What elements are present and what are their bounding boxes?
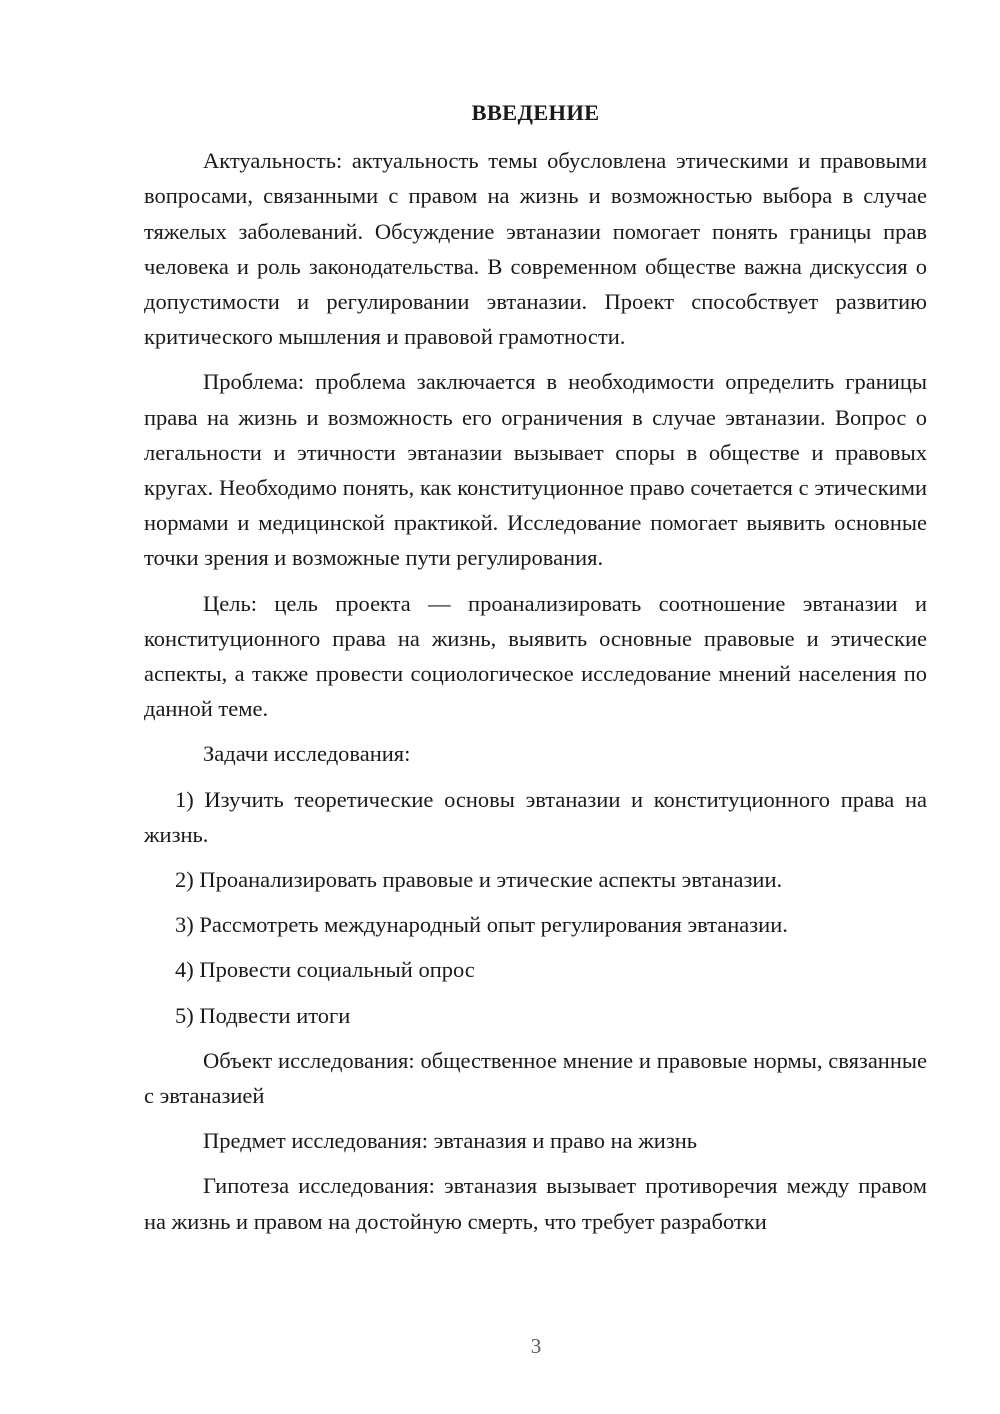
paragraph-hypothesis: Гипотеза исследования: эвтаназия вызывает противоречия между правом на жизнь и правом на достойную смерть, что требует разработки <box>144 1173 927 1234</box>
list-item: 4) Провести социальный опрос <box>175 957 475 983</box>
document-page <box>144 95 927 1238</box>
list-item: 2) Проанализировать правовые и этические аспекты эвтаназии. <box>175 867 783 893</box>
list-item: 3) Рассмотреть международный опыт регулирования эвтаназии. <box>175 912 788 938</box>
paragraph-relevance: Актуальность: актуальность темы обусловлена этическими и правовыми вопросами, связанными с правом на жизнь и возможностью выбора в случае тяжелых заболеваний. Обсуждение эвтаназии помогает понять границы прав человека и роль законодательства. В современном обществе важна дискуссия о допустимости и регулировании эвтаназии. Проект способствует развитию критического мышления и правовой грамотности. <box>144 148 927 350</box>
tasks-heading: Задачи исследования: <box>203 741 411 767</box>
tasks-list <box>144 782 927 1033</box>
paragraph-object: Объект исследования: общественное мнение и правовые нормы, связанные с эвтаназией <box>144 1047 927 1109</box>
document-title: ВВЕДЕНИЕ <box>471 100 600 125</box>
list-item: 1) Изучить теоретические основы эвтаназии и конституционного права на жизнь. <box>144 786 927 847</box>
page-number: 3 <box>530 1334 542 1358</box>
paragraph-problem: Проблема: проблема заключается в необходимости определить границы права на жизнь и возможность его ограничения в случае эвтаназии. Вопрос о легальности и этичности эвтаназии вызывает споры в обществе и правовых кругах. Необходимо понять, как конституционное право сочетается с этическими нормами и медицинской практикой. Исследование помогает выявить основные точки зрения и возможные пути регулирования. <box>144 369 927 571</box>
list-item: 5) Подвести итоги <box>175 1002 351 1028</box>
paragraph-subject: Предмет исследования: эвтаназия и право на жизнь <box>203 1128 698 1154</box>
paragraph-goal: Цель: цель проекта — проанализировать соотношение эвтаназии и конституционного права на жизнь, выявить основные правовые и этические аспекты, а также провести социологическое исследование мнений населения по данной теме. <box>144 590 927 722</box>
